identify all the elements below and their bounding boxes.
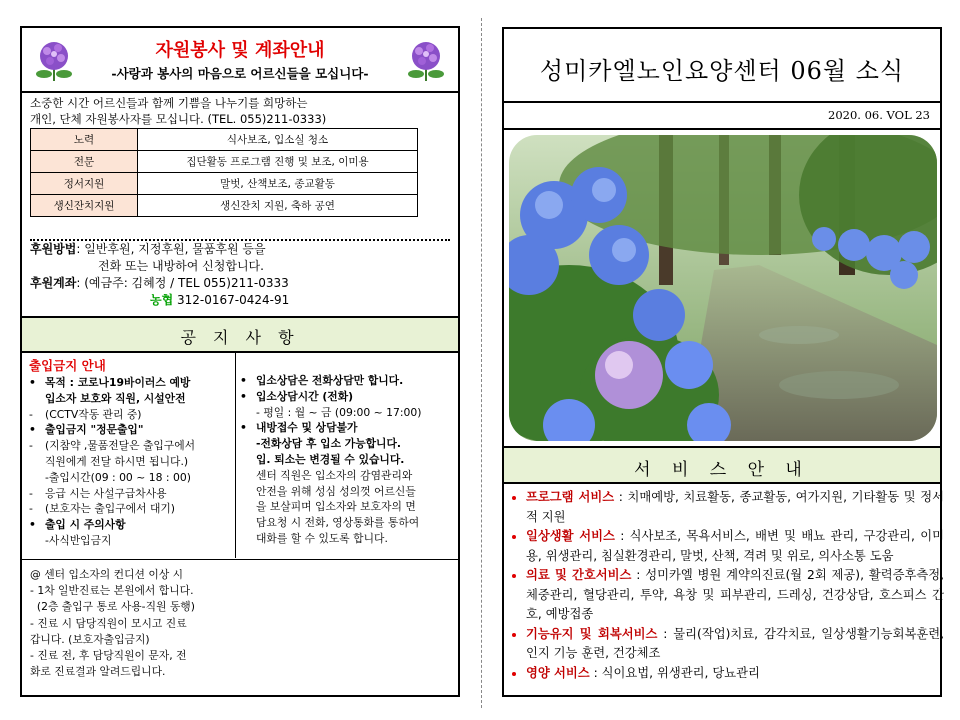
services-body: [502, 484, 942, 697]
table-cell-type: 노력: [31, 129, 138, 151]
notice-line-text: 안전을 위해 성심 성의껏 어르신들: [256, 484, 416, 498]
donation-method: [30, 241, 266, 258]
table-cell-type: 생신잔치지원: [31, 195, 138, 217]
service-name: 프로그램 서비스: [526, 490, 615, 504]
table-cell-type: 정서지원: [31, 173, 138, 195]
issue-date: 2020. 06. VOL 23: [828, 108, 930, 122]
notice-line: [29, 501, 233, 517]
notice-line: [29, 422, 233, 438]
account-label: 후원계좌: [30, 276, 77, 290]
hydrangea-garden-photo: [509, 135, 937, 441]
service-name: 영양 서비스: [526, 665, 590, 680]
table-cell-desc: 생신잔치 지원, 축하 공연: [138, 195, 418, 217]
service-name: 기능유지 및 회복서비스: [526, 626, 658, 641]
notice-line-text: 입. 퇴소는 변경될 수 있습니다.: [256, 452, 405, 466]
notice-line-text: -출입시간(09 : 00 ~ 18 : 00): [45, 470, 191, 484]
volunteer-header: [20, 26, 460, 93]
volunteer-subtitle: -사랑과 봉사의 마음으로 어르신들을 모십니다-: [111, 66, 369, 81]
table-row: [31, 195, 418, 217]
bullet: -: [29, 407, 33, 421]
notice-line-text: 입소자 보호와 직원, 시설안전: [45, 391, 186, 405]
service-name: 일상생활 서비스: [526, 529, 615, 543]
notice-line: [240, 436, 454, 452]
issue-date-bar: [502, 103, 942, 130]
volunteer-body: [20, 93, 460, 318]
notice-line-text: -전화상담 후 입소 가능합니다.: [256, 437, 402, 451]
bullet: •: [29, 518, 36, 532]
bullet: •: [29, 423, 36, 437]
column-divider: [235, 353, 236, 558]
bank-name: 농협: [150, 293, 174, 307]
bullet: -: [29, 502, 33, 516]
notice-line: [29, 375, 233, 391]
notice-line-text: 입소상담시간 (전화): [256, 389, 354, 403]
table-cell-desc: 말벗, 산책보조, 종교활동: [138, 173, 418, 195]
services-header: [502, 448, 942, 484]
clinic-notice-line: (2층 출입구 통로 사용-직원 동행): [30, 600, 195, 614]
table-row: [31, 173, 418, 195]
notice-header: [20, 318, 460, 353]
notice-line: [29, 438, 233, 454]
notice-line: [240, 452, 454, 468]
service-item: [526, 527, 944, 566]
bullet: -: [29, 486, 33, 500]
service-desc: : 치매예방, 치료활동, 종교활동, 여가지원, 기타활동 및 정서적 지원: [526, 490, 944, 524]
clinic-notice-line: @ 센터 입소자의 컨디션 이상 시: [30, 568, 184, 581]
notice-line: [240, 420, 454, 436]
table-cell-desc: 식사보조, 입소실 청소: [138, 129, 418, 151]
notice-line: [29, 391, 233, 407]
clinic-notice-line: - 진료 시 담당직원이 모시고 진료: [30, 616, 187, 630]
volunteer-intro: [30, 95, 450, 127]
service-item: [526, 625, 944, 664]
notice-line-text: 담요청 시 전화, 영상통화를 통하여: [256, 516, 420, 530]
bullet: •: [240, 374, 247, 387]
notice-line-text: 을 보살피며 입소자와 보호자의 면: [256, 500, 416, 514]
notice-line: [240, 499, 454, 515]
notice-line-text: 내방접수 및 상담불가: [256, 421, 358, 435]
service-item: [526, 566, 944, 625]
service-desc: : 물리(작업)치료, 감각치료, 일상생활기능회복훈련, 인지 기능 훈련, 건강체조: [526, 626, 944, 660]
account-text: : (예금주: 김혜정 / TEL 055)211-0333: [76, 276, 289, 290]
bullet: •: [29, 376, 36, 389]
volunteer-title: 자원봉사 및 계좌안내: [155, 40, 325, 61]
services-title: 서 비 스 안 내: [634, 460, 810, 480]
service-desc: : 성미카엘 병원 계약의진료(월 2회 제공), 활력증후측정, 체중관리, 혈당관리, 투약, 욕창 및 피부관리, 드레싱, 건강상담, 호스피스 간호, 예방접종: [526, 568, 944, 621]
notice-line: [29, 407, 233, 423]
services-list: [512, 488, 944, 683]
notice-line-text: 출입금지 "정문출입": [45, 423, 144, 437]
table-cell-desc: 집단활동 프로그램 진행 및 보조, 이미용: [138, 151, 418, 173]
donation-account: [30, 275, 289, 292]
notice-left-column: [29, 357, 233, 549]
service-desc: : 식사보조, 목욕서비스, 배변 및 배뇨 관리, 구강관리, 이미용, 위생관리, 침실환경관리, 말벗, 산책, 격려 및 위로, 의사소통 도움: [526, 529, 944, 563]
service-item: [526, 488, 944, 527]
notice-line-text: 센터 직원은 입소자의 감염관리와: [256, 468, 413, 482]
notice-line-text: - 평일 : 월 ~ 금 (09:00 ~ 17:00): [256, 405, 422, 419]
clinic-notice-line: - 1차 일반진료는 본원에서 합니다.: [30, 584, 194, 598]
account-no: 312-0167-0424-91: [177, 293, 290, 307]
service-item: [526, 664, 944, 684]
account-number: [150, 292, 289, 309]
consult-list: [240, 373, 454, 547]
method-label: 후원방법: [30, 242, 77, 256]
bullet: •: [240, 421, 247, 435]
notice-line: [240, 484, 454, 500]
notice-line-text: 입소상담은 전화상담만 합니다.: [256, 374, 404, 387]
notice-line: [29, 517, 233, 533]
entry-ban-list: [29, 375, 233, 549]
notice-line: [29, 533, 233, 549]
notice-line: [240, 468, 454, 484]
table-row: [31, 129, 418, 151]
notice-line-text: 직원에게 전달 하시면 됩니다.): [45, 454, 189, 468]
service-desc: : 식이요법, 위생관리, 당뇨관리: [589, 665, 760, 680]
entry-ban-heading: 출입금지 안내: [29, 358, 106, 373]
notice-line: [29, 470, 233, 486]
notice-line-text: 목적 : 코로나19바이러스 예방: [45, 376, 191, 389]
notice-line: [240, 515, 454, 531]
fold-line: [481, 18, 482, 708]
clinic-notice-line: - 진료 전, 후 담당직원이 문자, 전: [30, 649, 187, 663]
intro-line: 개인, 단체 자원봉사자를 모십니다. (TEL. 055)211-0333): [30, 112, 327, 126]
notice-body: [20, 353, 460, 697]
intro-line: 소중한 시간 어르신들과 함께 기쁨을 나누기를 희망하는: [30, 96, 308, 110]
bullet: -: [29, 439, 33, 453]
notice-line: [29, 486, 233, 502]
table-row: [31, 151, 418, 173]
notice-line-text: (지참약 ,물품전달은 출입구에서: [45, 439, 196, 453]
newsletter-title: 성미카엘노인요양센터 06월 소식: [539, 57, 905, 85]
notice-line-text: 출입 시 주의사항: [45, 518, 126, 532]
row-divider: [22, 559, 458, 560]
method-text: : 일반후원, 지정후원, 물품후원 등을: [76, 242, 266, 256]
notice-line: [240, 373, 454, 389]
table-cell-type: 전문: [31, 151, 138, 173]
notice-title: 공 지 사 항: [180, 328, 300, 347]
notice-line: [240, 531, 454, 547]
bullet: •: [240, 389, 247, 403]
notice-line: [240, 389, 454, 405]
notice-line-text: 응급 시는 사설구급차사용: [45, 486, 167, 500]
notice-line: [29, 454, 233, 470]
notice-line-text: (CCTV작동 관리 중): [45, 407, 142, 421]
notice-line-text: -사식반입금지: [45, 533, 112, 547]
clinic-notice-list: [30, 567, 450, 680]
service-name: 의료 및 간호서비스: [526, 568, 632, 582]
clinic-notice: [30, 567, 450, 680]
method-text-2: 전화 또는 내방하여 신청합니다.: [98, 259, 264, 273]
newsletter-header: [502, 27, 942, 103]
notice-line-text: 대화를 할 수 있도록 합니다.: [256, 531, 388, 545]
volunteer-table: [30, 128, 418, 217]
clinic-notice-line: 화로 진료결과 알려드립니다.: [30, 665, 166, 679]
clinic-notice-line: 갑니다. (보호자출입금지): [30, 632, 150, 646]
notice-line-text: (보호자는 출입구에서 대기): [45, 502, 176, 516]
notice-right-column: [240, 373, 454, 547]
notice-line: [240, 405, 454, 421]
photo-frame: [502, 130, 942, 448]
